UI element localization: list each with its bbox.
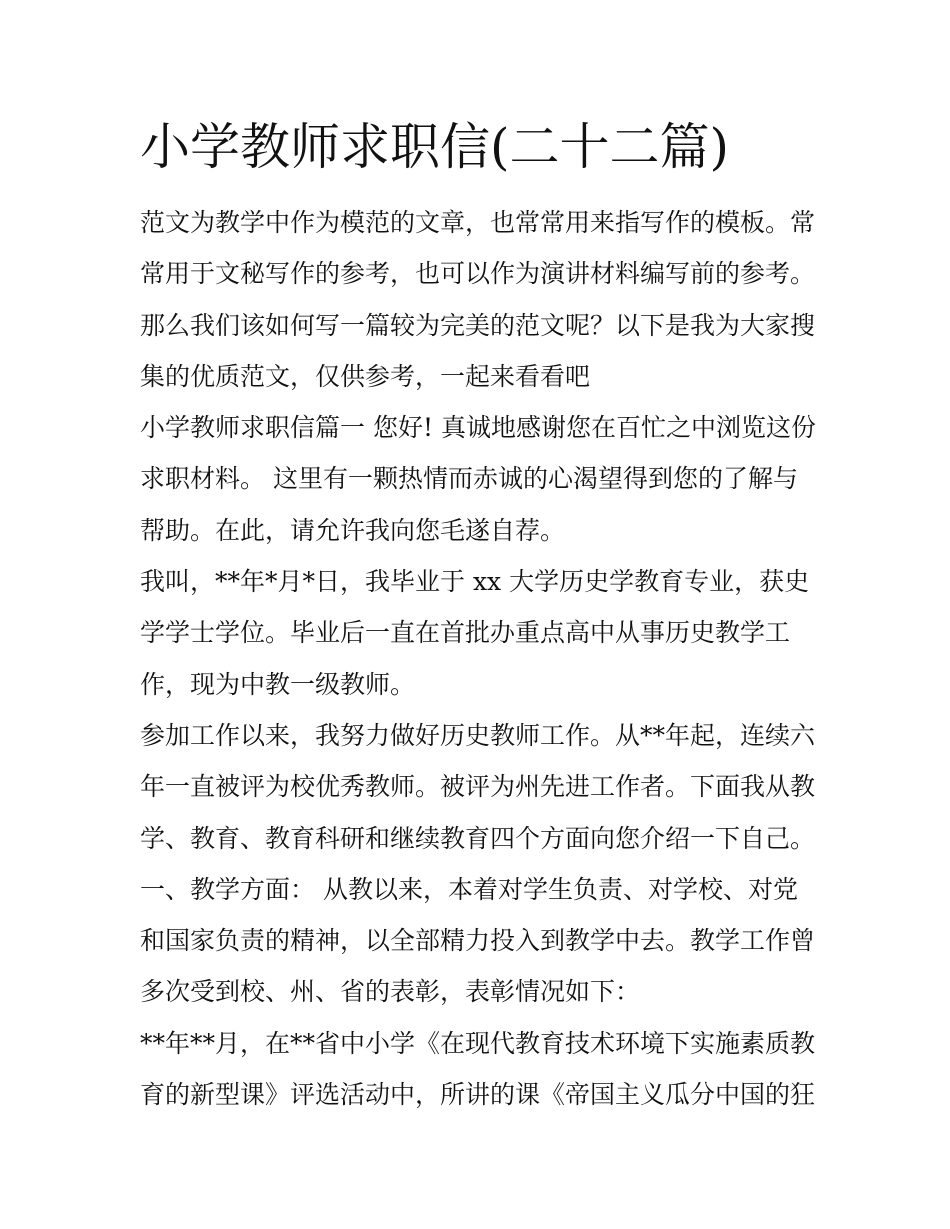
document-title: 小学教师求职信(二十二篇) [140, 118, 730, 176]
body-line: 常用于文秘写作的参考，也可以作为演讲材料编写前的参考。 [140, 259, 816, 289]
body-line: **年**月，在**省中小学《在现代教育技术环境下实施素质教 [140, 1028, 816, 1058]
body-line: 学、教育、教育科研和继续教育四个方面向您介绍一下自己。 [140, 823, 816, 853]
body-line: 作，现为中教一级教师。 [140, 669, 416, 699]
body-line: 我叫，**年*月*日，我毕业于 xx 大学历史学教育专业，获史 [140, 567, 810, 597]
body-line: 求职材料。 这里有一颗热情而赤诚的心渴望得到您的了解与 [140, 464, 798, 494]
body-line: 育的新型课》评选活动中，所讲的课《帝国主义瓜分中国的狂 [140, 1080, 816, 1110]
body-line: 年一直被评为校优秀教师。被评为州先进工作者。下面我从教 [140, 772, 816, 802]
body-line: 多次受到校、州、省的表彰，表彰情况如下： [140, 977, 641, 1007]
body-line: 一、教学方面： 从教以来，本着对学生负责、对学校、对党 [140, 874, 798, 904]
body-line: 那么我们该如何写一篇较为完美的范文呢？以下是我为大家搜 [140, 310, 816, 340]
document-body [140, 197, 820, 1120]
body-line: 小学教师求职信篇一 您好! 真诚地感谢您在百忙之中浏览这份 [140, 413, 816, 443]
body-line: 帮助。在此，请允许我向您毛遂自荐。 [140, 515, 566, 545]
body-line: 范文为教学中作为模范的文章，也常常用来指写作的模板。常 [140, 208, 816, 237]
body-line: 和国家负责的精神，以全部精力投入到教学中去。教学工作曾 [140, 926, 816, 956]
body-line: 参加工作以来，我努力做好历史教师工作。从**年起，连续六 [140, 720, 816, 750]
body-line: 学学士学位。毕业后一直在首批办重点高中从事历史教学工 [140, 618, 791, 648]
body-line: 集的优质范文，仅供参考，一起来看看吧 [140, 361, 591, 391]
